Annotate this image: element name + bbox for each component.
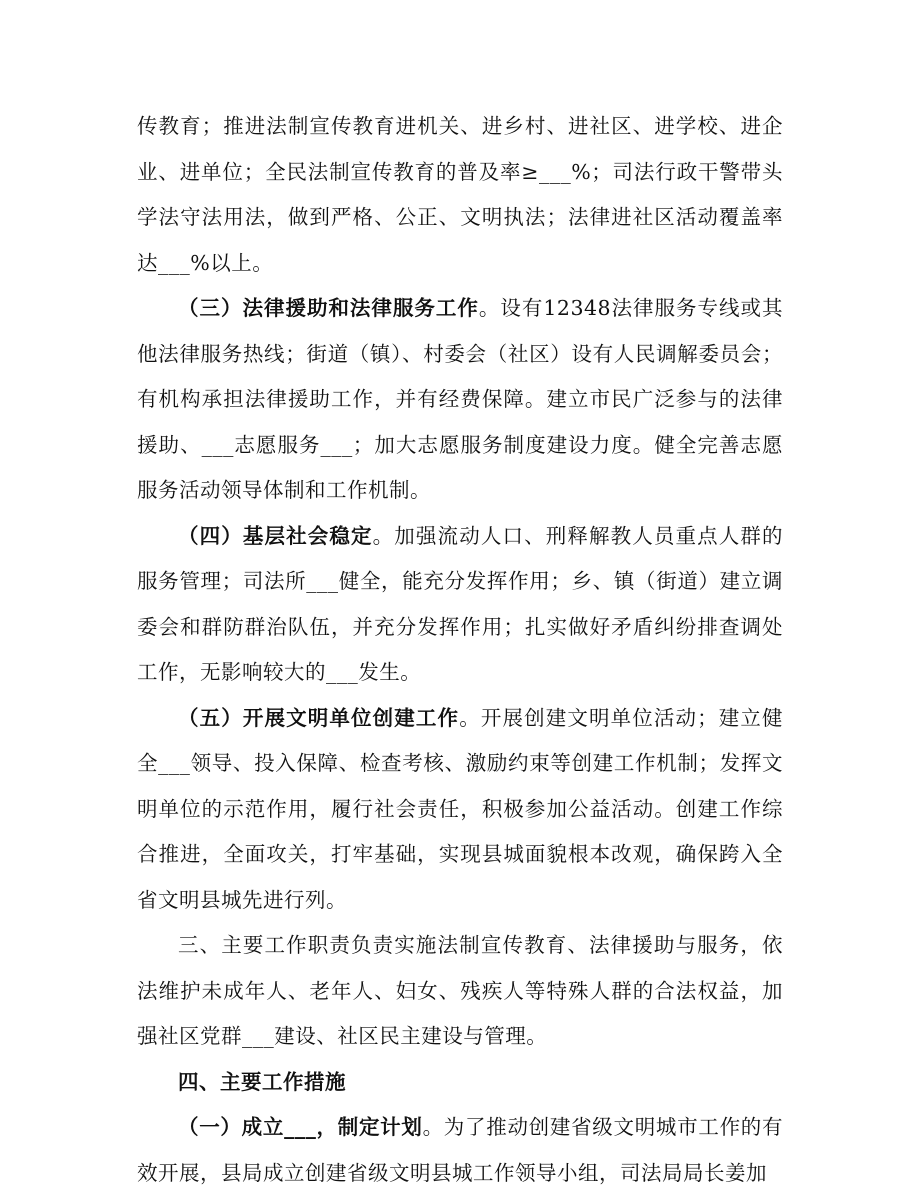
paragraph-measure-1: [137, 1105, 783, 1196]
section-heading: 四、主要工作措施: [178, 1069, 346, 1094]
paragraph-main-measures-heading: [137, 1060, 783, 1106]
paragraph-text: 。开展创建文明单位活动；建立健全___领导、投入保障、检查考核、激励约束等创建工作机制；发挥文明单位的示范作用，履行社会责任，积极参加公益活动。创建工作综合推进，全面攻关，打牢基础，实现县城面貌根本改观，确保跨入全省文明县城先进行列。: [137, 705, 784, 912]
paragraph-section-3: [137, 286, 783, 514]
paragraph-main-duties: [137, 923, 783, 1060]
paragraph-text: 。设有12348法律服务专线或其他法律服务热线；街道（镇）、村委会（社区）设有人民调解委员会；有机构承担法律援助工作，并有经费保障。建立市民广泛参与的法律援助、___志愿服务___；加大志愿服务制度建设力度。健全完善志愿服务活动领导体制和工作机制。: [137, 296, 784, 502]
paragraph-text: 。为了推动创建省级文明城市工作的有效开展，县局成立创建省级文明县城工作领导小组，司法局局长姜加: [137, 1115, 784, 1185]
paragraph-text: 传教育；推进法制宣传教育进机关、进乡村、进社区、进学校、进企业、进单位；全民法制宣传教育的普及率≥___%；司法行政干警带头学法守法用法，做到严格、公正、文明执法；法律进社区活动覆盖率达___%以上。: [137, 114, 783, 275]
paragraph-text: 三、主要工作职责负责实施法制宣传教育、法律援助与服务，依法维护未成年人、老年人、妇女、残疾人等特殊人群的合法权益，加强社区党群___建设、社区民主建设与管理。: [137, 933, 783, 1048]
paragraph-section-5: [137, 696, 783, 924]
section-heading: （一）成立___，制定计划: [178, 1115, 423, 1139]
paragraph-continuation-1: [137, 104, 783, 286]
document-body: [137, 104, 783, 1196]
section-heading: （三）法律援助和法律服务工作: [178, 296, 479, 320]
paragraph-section-4: [137, 514, 783, 696]
section-heading: （四）基层社会稳定: [178, 523, 373, 548]
paragraph-text: 。加强流动人口、刑释解教人员重点人群的服务管理；司法所___健全，能充分发挥作用；乡、镇（街道）建立调委会和群防群治队伍，并充分发挥作用；扎实做好矛盾纠纷排查调处工作，无影响较大的___发生。: [137, 523, 784, 684]
section-heading: （五）开展文明单位创建工作: [178, 705, 460, 730]
